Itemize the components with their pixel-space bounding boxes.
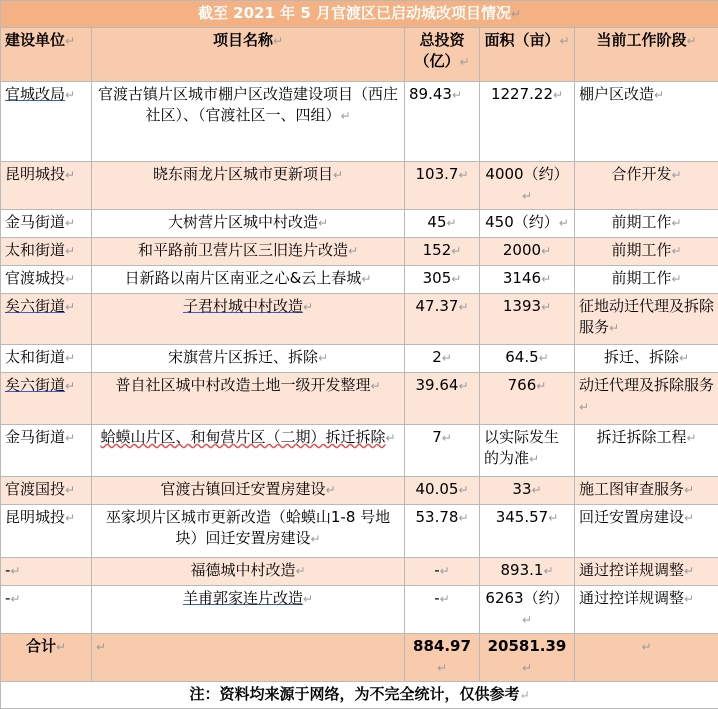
cell-area: 1227.22↵ <box>480 82 575 162</box>
header-unit: 建设单位↵ <box>1 28 92 82</box>
cell-investment: 39.64↵ <box>405 373 480 425</box>
table-title: 截至 2021 年 5 月官渡区已启动城改项目情况↵ <box>1 1 718 28</box>
cell-project: 羊甫郭家连片改造↵ <box>92 586 405 634</box>
cell-stage: 通过控详规调整↵ <box>575 586 718 634</box>
cell-unit: 金马街道↵ <box>1 425 92 477</box>
header-area: 面积（亩）↵ <box>480 28 575 82</box>
cell-project: 蛤蟆山片区、和甸营片区（二期）拆迁拆除↵ <box>92 425 405 477</box>
table-row <box>1 373 718 425</box>
cell-investment: 305↵ <box>405 266 480 294</box>
table-row <box>1 586 718 634</box>
cell-project: 福德城中村改造↵ <box>92 558 405 586</box>
table-row <box>1 162 718 210</box>
cell-project: 子君村城中村改造↵ <box>92 294 405 345</box>
cell-area: 以实际发生的为准↵ <box>480 425 575 477</box>
cell-project: 官渡古镇回迁安置房建设↵ <box>92 477 405 505</box>
cell-unit: 矣六街道↵ <box>1 294 92 345</box>
cell-project: 和平路前卫营片区三旧连片改造↵ <box>92 238 405 266</box>
table-row <box>1 210 718 238</box>
cell-investment: 7↵ <box>405 425 480 477</box>
header-stage: 当前工作阶段↵ <box>575 28 718 82</box>
cell-stage: 拆迁拆除工程↵ <box>575 425 718 477</box>
cell-project: 大树营片区城中村改造↵ <box>92 210 405 238</box>
total-project-empty: ↵ <box>92 634 405 682</box>
table-row <box>1 505 718 558</box>
cell-area: 1393↵ <box>480 294 575 345</box>
cell-stage: 通过控详规调整↵ <box>575 558 718 586</box>
total-label: 合计↵ <box>1 634 92 682</box>
cell-investment: 40.05↵ <box>405 477 480 505</box>
cell-project: 官渡古镇片区城市棚户区改造建设项目（西庄社区）、（官渡社区一、四组）↵ <box>92 82 405 162</box>
cell-investment: 89.43↵ <box>405 82 480 162</box>
cell-area: 766↵ <box>480 373 575 425</box>
cell-area: 64.5↵ <box>480 345 575 373</box>
cell-investment: 103.7↵ <box>405 162 480 210</box>
cell-project: 日新路以南片区南亚之心&云上春城↵ <box>92 266 405 294</box>
cell-unit: -↵ <box>1 558 92 586</box>
cell-project: 宋旗营片区拆迁、拆除↵ <box>92 345 405 373</box>
cell-area: 450（约）↵ <box>480 210 575 238</box>
cell-area: 893.1↵ <box>480 558 575 586</box>
cell-unit: -↵ <box>1 586 92 634</box>
total-area: 20581.39↵ <box>480 634 575 682</box>
table-row <box>1 294 718 345</box>
cell-unit: 官城改局↵ <box>1 82 92 162</box>
cell-stage: 合作开发↵ <box>575 162 718 210</box>
table-row <box>1 558 718 586</box>
header-row <box>1 28 718 82</box>
cell-investment: -↵ <box>405 586 480 634</box>
total-row <box>1 634 718 682</box>
table-row <box>1 425 718 477</box>
table-row <box>1 266 718 294</box>
cell-area: 6263（约）↵ <box>480 586 575 634</box>
cell-stage: 征地动迁代理及拆除服务↵ <box>575 294 718 345</box>
cell-area: 345.57↵ <box>480 505 575 558</box>
cell-stage: 动迁代理及拆除服务↵ <box>575 373 718 425</box>
cell-unit: 金马街道↵ <box>1 210 92 238</box>
cell-investment: 47.37↵ <box>405 294 480 345</box>
cell-stage: 前期工作↵ <box>575 238 718 266</box>
source-note: 注：资料均来源于网络，为不完全统计，仅供参考↵ <box>1 682 718 709</box>
cell-stage: 棚户区改造↵ <box>575 82 718 162</box>
cell-area: 33↵ <box>480 477 575 505</box>
note-row <box>1 682 718 709</box>
title-row <box>1 1 718 28</box>
cell-area: 3146↵ <box>480 266 575 294</box>
cell-area: 4000（约）↵ <box>480 162 575 210</box>
cell-investment: 2↵ <box>405 345 480 373</box>
header-project: 项目名称↵ <box>92 28 405 82</box>
cell-stage: 施工图审查服务↵ <box>575 477 718 505</box>
total-stage-empty: ↵ <box>575 634 718 682</box>
cell-stage: 前期工作↵ <box>575 266 718 294</box>
cell-unit: 昆明城投↵ <box>1 505 92 558</box>
table-row <box>1 238 718 266</box>
total-investment: 884.97↵ <box>405 634 480 682</box>
table-row <box>1 477 718 505</box>
cell-stage: 前期工作↵ <box>575 210 718 238</box>
cell-investment: 45↵ <box>405 210 480 238</box>
cell-project: 晓东雨龙片区城市更新项目↵ <box>92 162 405 210</box>
cell-unit: 太和街道↵ <box>1 345 92 373</box>
cell-unit: 官渡国投↵ <box>1 477 92 505</box>
cell-unit: 矣六街道↵ <box>1 373 92 425</box>
cell-unit: 太和街道↵ <box>1 238 92 266</box>
cell-stage: 拆迁、拆除↵ <box>575 345 718 373</box>
header-investment: 总投资（亿）↵ <box>405 28 480 82</box>
cell-unit: 官渡城投↵ <box>1 266 92 294</box>
cell-project: 普自社区城中村改造土地一级开发整理↵ <box>92 373 405 425</box>
cell-area: 2000↵ <box>480 238 575 266</box>
cell-investment: -↵ <box>405 558 480 586</box>
cell-investment: 152↵ <box>405 238 480 266</box>
table-row <box>1 82 718 162</box>
cell-unit: 昆明城投↵ <box>1 162 92 210</box>
cell-investment: 53.78↵ <box>405 505 480 558</box>
table-row <box>1 345 718 373</box>
cell-stage: 回迁安置房建设↵ <box>575 505 718 558</box>
cell-project: 巫家坝片区城市更新改造（蛤蟆山1-8 号地块）回迁安置房建设↵ <box>92 505 405 558</box>
